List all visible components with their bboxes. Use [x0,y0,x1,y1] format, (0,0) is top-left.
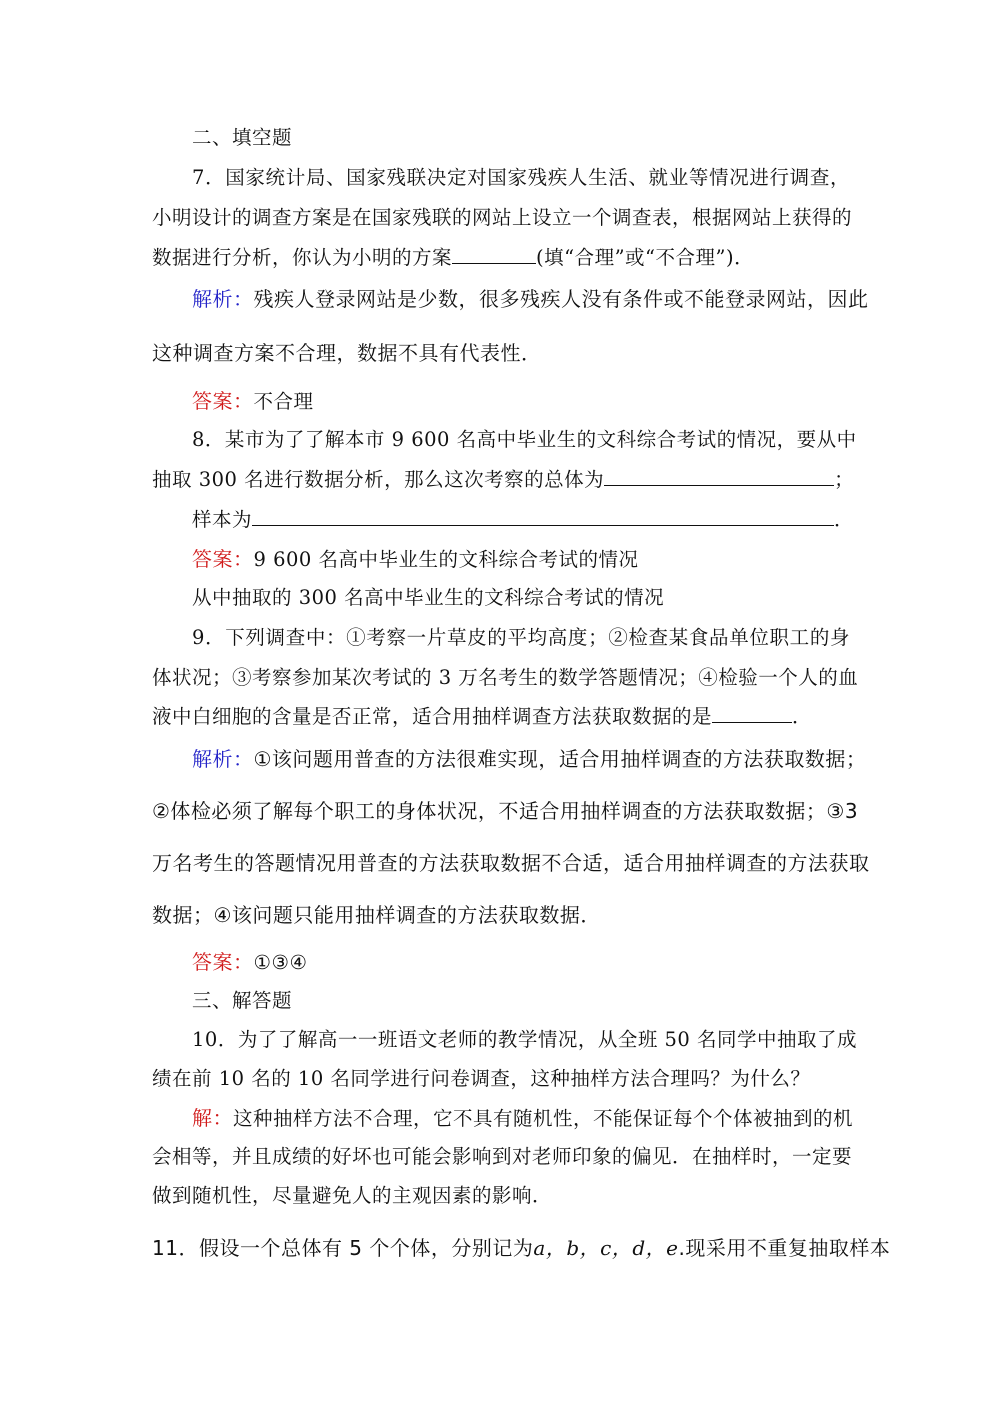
q9-analysis-line-4: 数据；④该问题只能用抽样调查的方法获取数据． [152,903,601,927]
q10-line-1: 10．为了了解高一一班语文老师的教学情况，从全班 50 名同学中抽取了成 [192,1028,858,1051]
analysis-label: 解析： [192,747,254,771]
solution-label: 解： [192,1106,233,1130]
q9-answer-text: ①③④ [253,951,308,974]
q9-analysis-line-2: ②体检必须了解每个职工的身体状况，不适合用抽样调查的方法获取数据；③3 [152,799,859,823]
q9-answer [192,946,850,975]
q7-answer [192,385,850,414]
q7-answer-text: 不合理 [253,390,314,413]
q11-line-1 [152,1232,891,1261]
q7-line-2: 小明设计的调查方案是在国家残联的网站上设立一个调查表，根据网站上获得的 [152,206,853,229]
q11-variables: a，b，c，d，e [533,1236,679,1260]
q7-answer-blank [452,243,536,264]
q9-line-2: 体状况；③考察参加某次考试的 3 万名考生的数学答题情况；④检验一个人的血 [152,666,859,689]
q9-line-3-suffix: ． [792,705,813,728]
q10-line-2: 绩在前 10 名的 10 名同学进行问卷调查，这种抽样方法合理吗？为什么？ [152,1067,811,1090]
answer-label: 答案： [192,547,254,571]
q9-line-3 [152,701,850,729]
q8-answer-text: 9 600 名高中毕业生的文科综合考试的情况 [253,548,639,571]
q8-line-3 [192,504,855,532]
q8-sample-blank [252,505,834,526]
q9-analysis-line-3: 万名考生的答题情况用普查的方法获取数据不合适，适合用抽样调查的方法获取 [152,851,870,875]
q9-analysis-text: ①该问题用普查的方法很难实现，适合用抽样调查的方法获取数据； [253,747,867,771]
q8-answer-line-2: 从中抽取的 300 名高中毕业生的文科综合考试的情况 [192,586,665,609]
q9-line-3-text: 液中白细胞的含量是否正常，适合用抽样调查方法获取数据的是 [152,705,713,728]
q8-line-2-suffix: ； [834,468,855,491]
q9-line-1: 9．下列调查中：①考察一片草皮的平均高度；②检查某食品单位职工的身 [192,626,850,649]
q10-solution-line-1 [192,1102,854,1131]
q10-solution-text: 这种抽样方法不合理，它不具有随机性，不能保证每个个体被抽到的机 [233,1107,854,1130]
q8-line-3-suffix: ． [834,508,855,531]
q8-line-2-text: 抽取 300 名进行数据分析，那么这次考察的总体为 [152,468,605,491]
q7-line-1: 7．国家统计局、国家残联决定对国家残疾人生活、就业等情况进行调查， [192,166,850,189]
q10-solution-line-2: 会相等，并且成绩的好坏也可能会影响到对老师印象的偏见．在抽样时，一定要 [152,1145,853,1168]
q8-line-1: 8．某市为了了解本市 9 600 名高中毕业生的文科综合考试的情况，要从中 [192,428,857,451]
q7-analysis-line-2: 这种调查方案不合理，数据不具有代表性． [152,341,542,365]
answer-label: 答案： [192,389,254,413]
q7-analysis-line-1 [192,283,869,312]
q11-line-1-suffix: .现采用不重复抽取样本 [678,1236,891,1260]
q9-analysis-line-1 [192,743,867,772]
section-heading-fill-in: 二、填空题 [192,126,293,149]
q10-solution-line-3: 做到随机性，尽量避免人的主观因素的影响． [152,1184,553,1207]
q8-line-2 [152,464,855,492]
q11-line-1-text: 11．假设一个总体有 5 个个体，分别记为 [152,1236,534,1260]
q8-population-blank [604,465,834,486]
q7-analysis-text: 残疾人登录网站是少数，很多残疾人没有条件或不能登录网站，因此 [253,287,869,311]
section-heading-solve: 三、解答题 [192,989,293,1012]
answer-label: 答案： [192,950,254,974]
q7-line-3-text: 数据进行分析，你认为小明的方案 [152,246,453,269]
q8-line-3-text: 样本为 [192,508,253,531]
analysis-label: 解析： [192,287,254,311]
q7-line-3-suffix: (填“合理”或“不合理”)． [536,246,755,269]
q7-line-3 [152,242,850,270]
q8-answer-line-1 [192,543,850,572]
q9-answer-blank [712,702,792,723]
